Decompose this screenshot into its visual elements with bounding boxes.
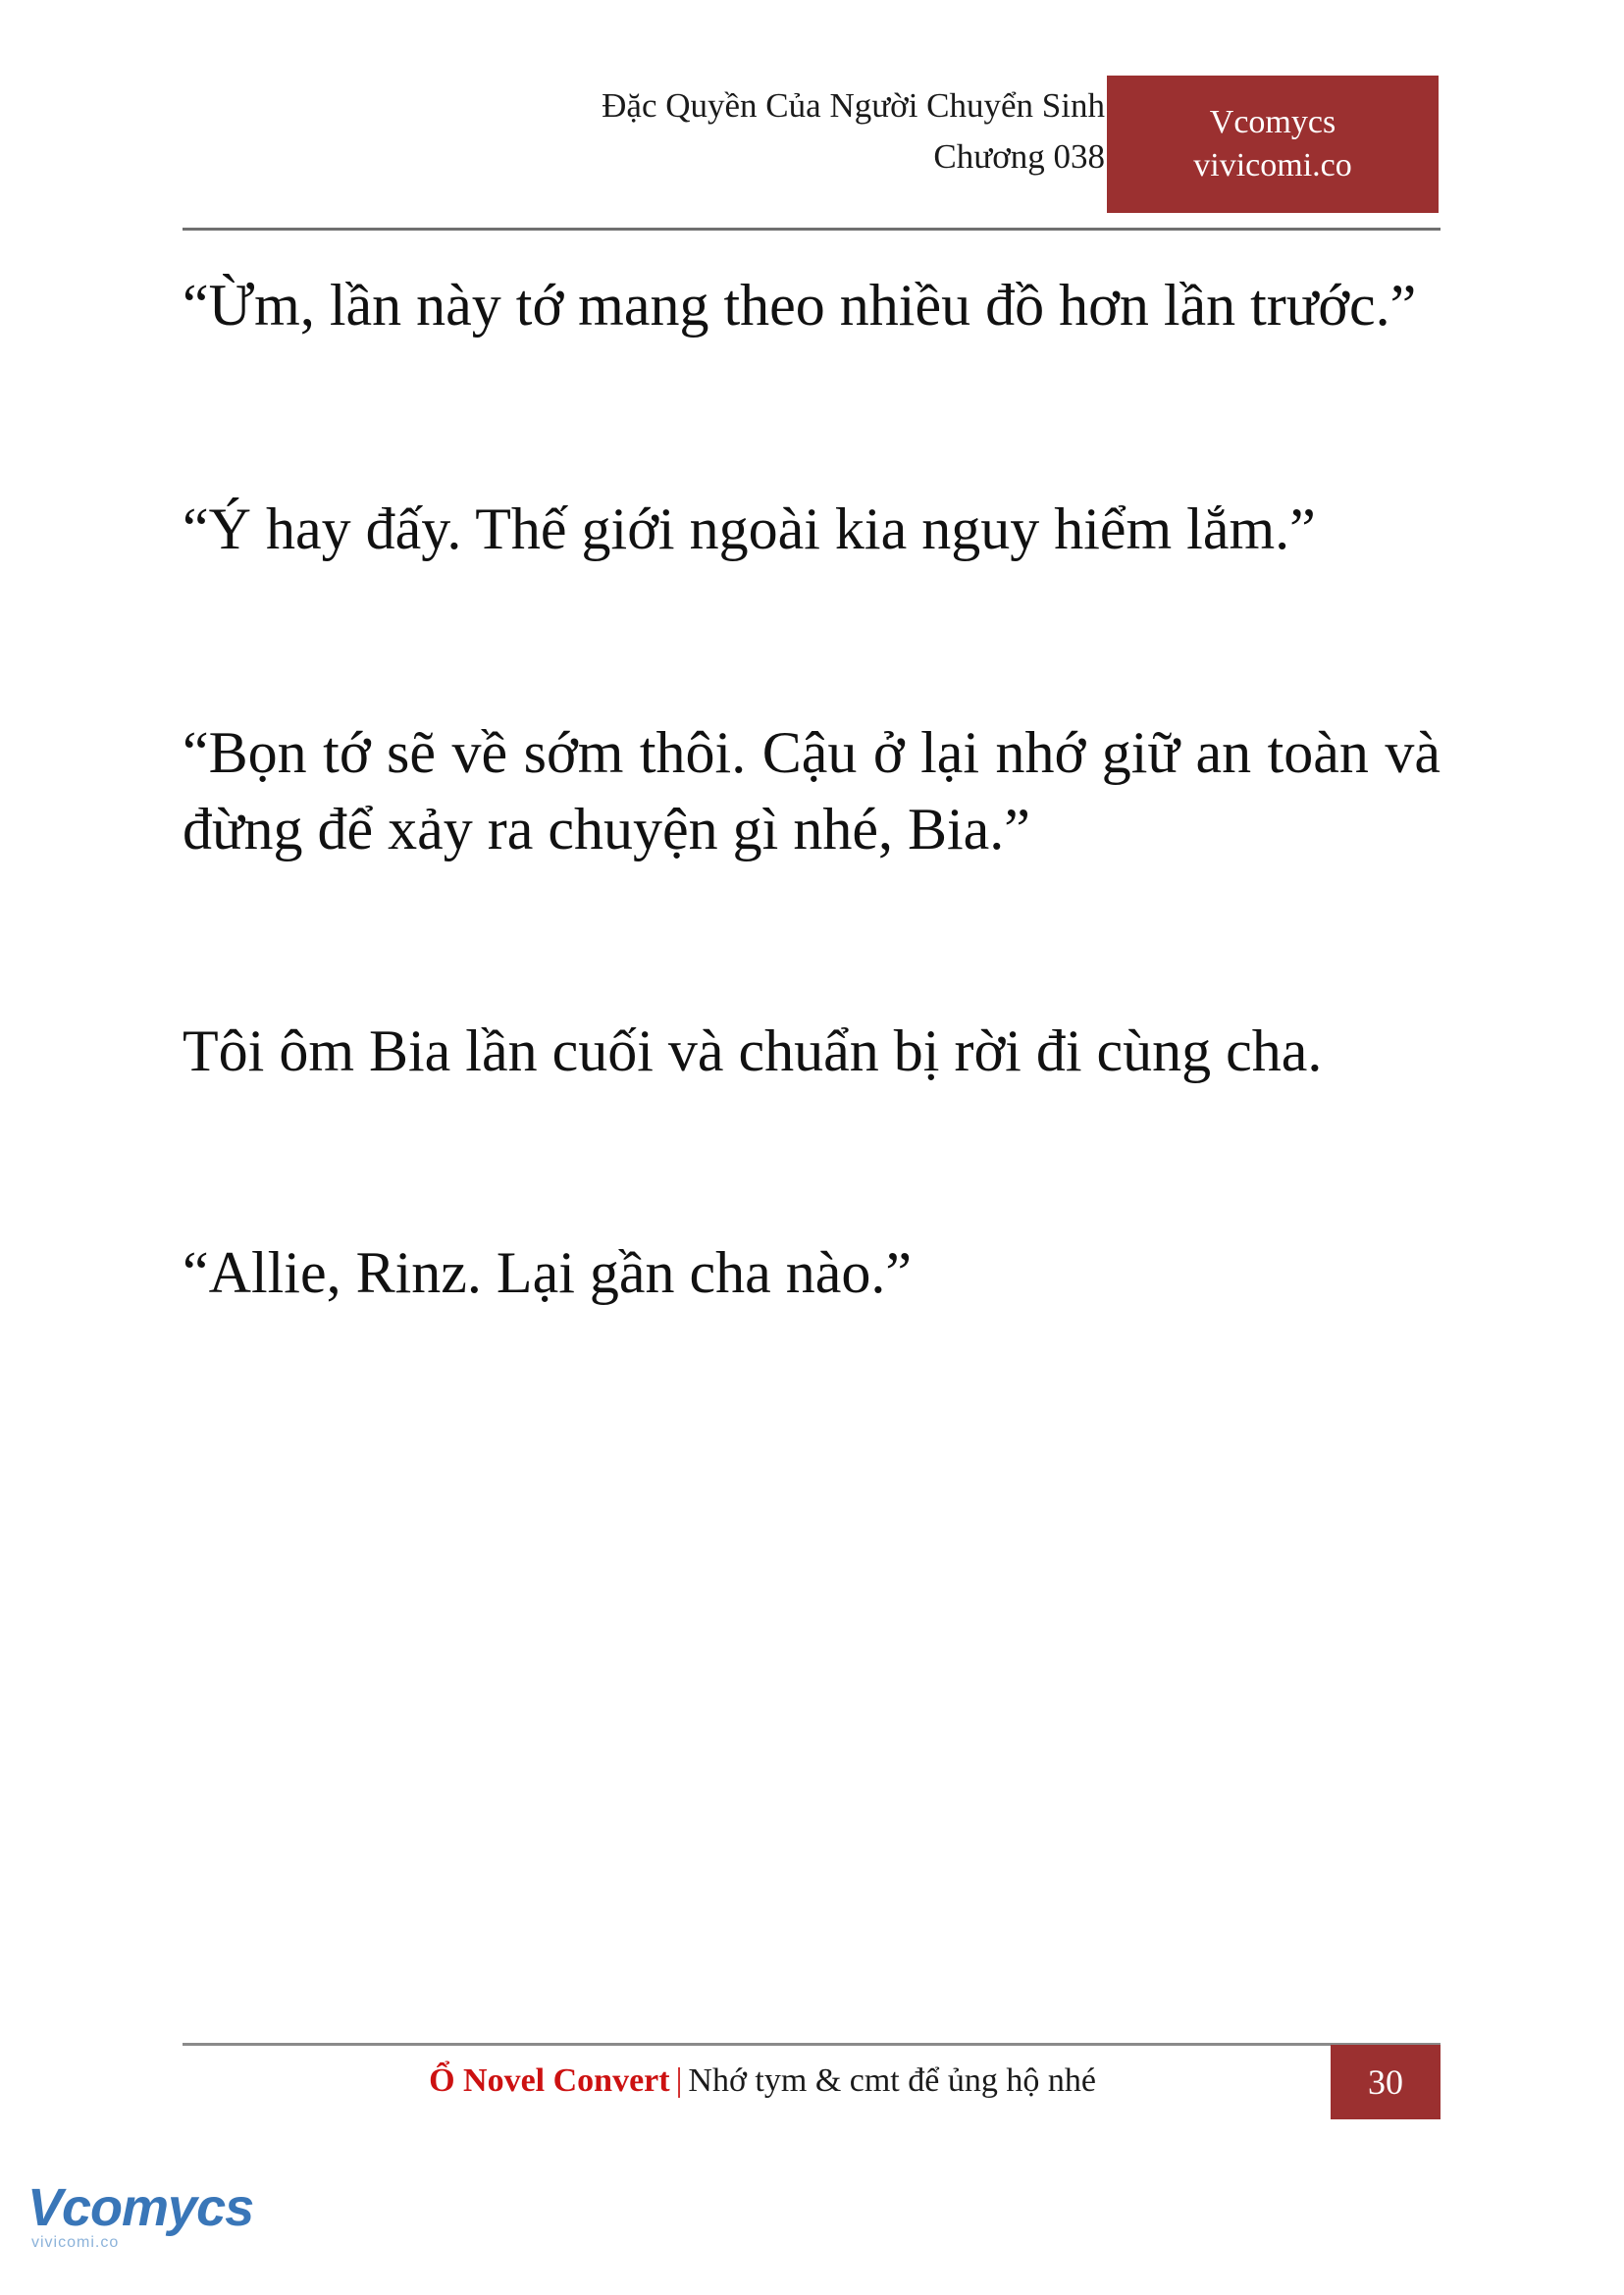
watermark-text: Vcomycs (27, 2178, 254, 2237)
page-content (183, 267, 1441, 1311)
header-title-block (602, 83, 1105, 179)
watermark-subtext: vivicomi.co (31, 2234, 120, 2251)
header-divider (183, 228, 1441, 231)
paragraph: “Allie, Rinz. Lại gần cha nào.” (183, 1240, 913, 1305)
footer-note: Nhớ tym & cmt để ủng hộ nhé (688, 2062, 1096, 2099)
brand-name: Vcomycs (1209, 104, 1336, 141)
footer-credit (183, 2062, 1342, 2100)
book-title: Đặc Quyền Của Người Chuyển Sinh (602, 86, 1105, 125)
footer-brand: Ổ Novel Convert (429, 2062, 670, 2099)
paragraph: Tôi ôm Bia lần cuối và chuẩn bị rời đi cùng cha. (183, 1018, 1323, 1083)
chapter-title: Chương 038 (933, 136, 1105, 176)
paragraph: “Bọn tớ sẽ về sớm thôi. Cậu ở lại nhớ giữ an toàn và đừng để xảy ra chuyện gì nhé, Bia.” (183, 720, 1441, 861)
page-number: 30 (1331, 2045, 1441, 2119)
page-header (183, 83, 1439, 221)
paragraph: “Ý hay đấy. Thế giới ngoài kia nguy hiểm lắm.” (183, 496, 1316, 561)
watermark-logo (27, 2177, 283, 2268)
footer-separator: | (675, 2062, 683, 2099)
brand-badge (1107, 76, 1439, 213)
footer-divider (183, 2043, 1441, 2046)
brand-url: vivicomi.co (1193, 147, 1352, 183)
page-footer (183, 2053, 1441, 2123)
paragraph: “Ừm, lần này tớ mang theo nhiều đồ hơn lần trước.” (183, 273, 1417, 338)
